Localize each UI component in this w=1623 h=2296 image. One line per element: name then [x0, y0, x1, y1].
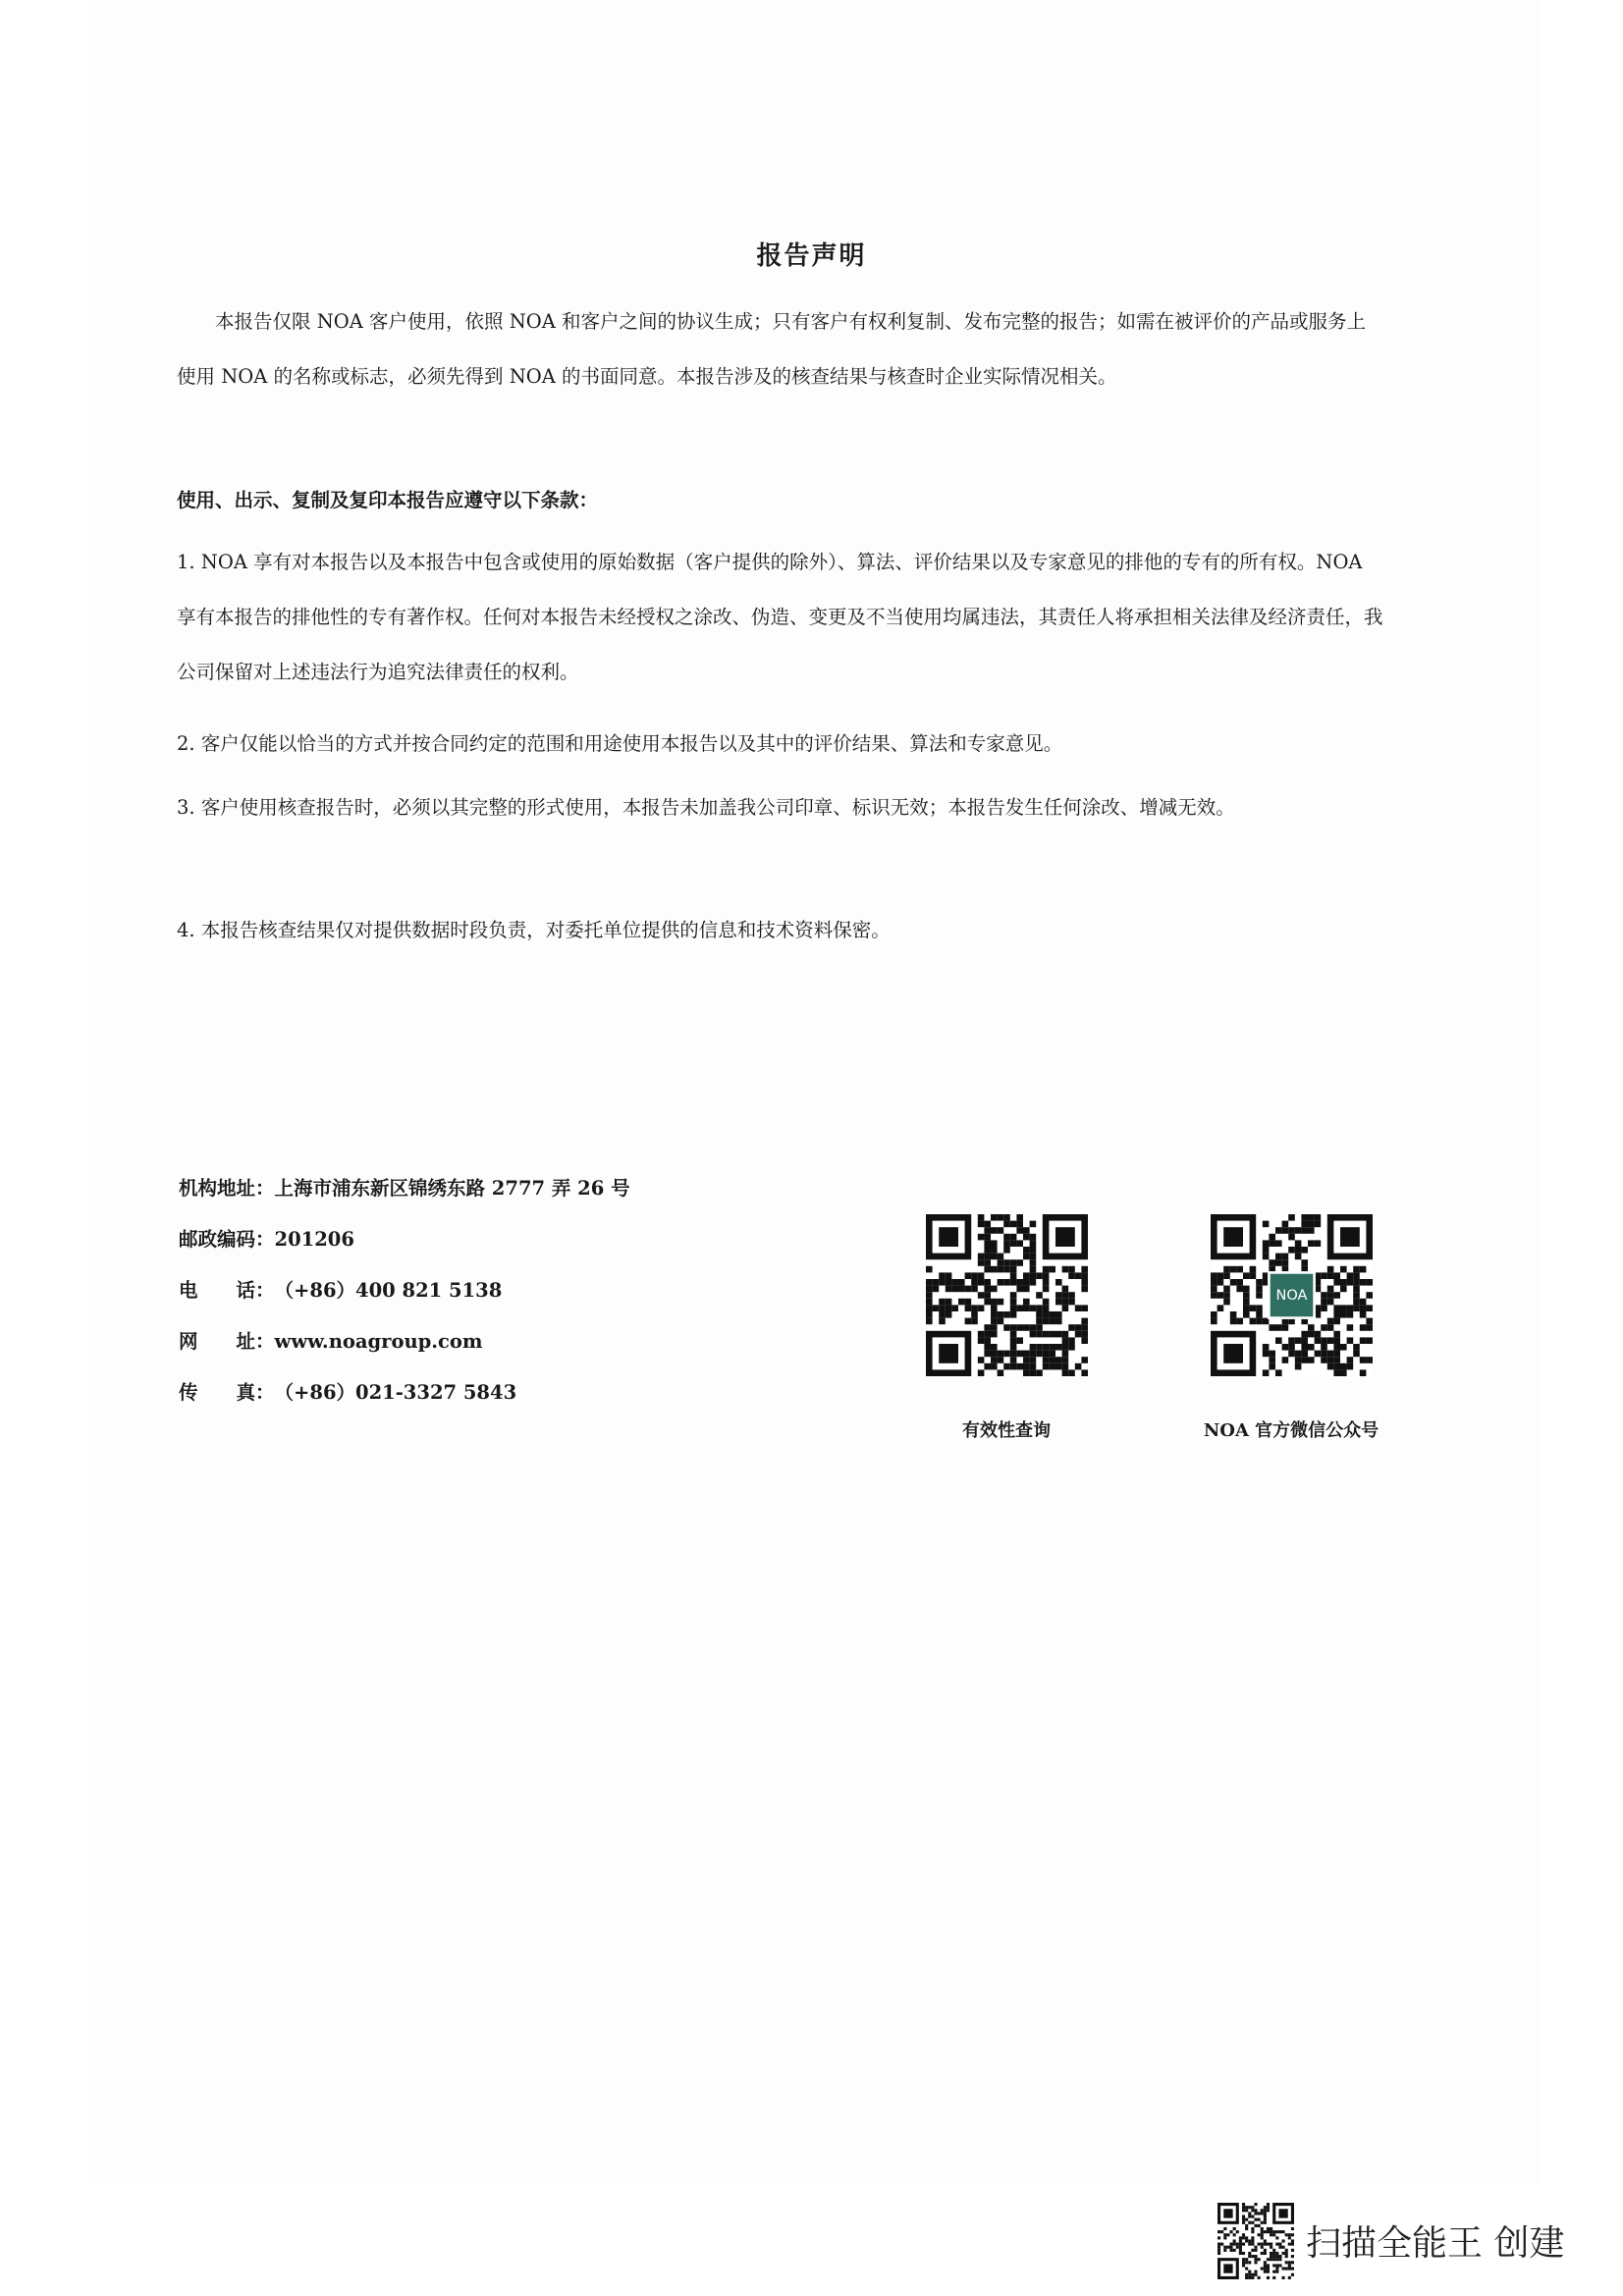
phone-label-a: 电: [179, 1279, 237, 1302]
watermark-text: 扫描全能王 创建: [1306, 2223, 1565, 2264]
web-label-b: 址：: [236, 1330, 275, 1353]
postcode-label: 邮政编码：: [179, 1228, 275, 1251]
clause-2: 2. 客户仅能以恰当的方式并按合同约定的范围和用途使用本报告以及其中的评价结果、算法和专家意见。: [177, 732, 1063, 755]
watermark-qr-icon: [1217, 2203, 1294, 2279]
fax-value: （+86）021-3327 5843: [274, 1381, 517, 1404]
fax-label-a: 传: [179, 1381, 237, 1404]
wechat-qr-caption: NOA 官方微信公众号: [1203, 1420, 1380, 1441]
wechat-qr-code: [1211, 1214, 1373, 1376]
validity-qr-caption: 有效性查询: [962, 1420, 1051, 1441]
postcode-value: 201206: [274, 1228, 354, 1251]
web-label-a: 网: [179, 1330, 237, 1353]
address-label: 机构地址：: [179, 1177, 275, 1200]
qr-code-icon: [1211, 1214, 1373, 1376]
scanner-watermark: [1217, 2199, 1564, 2282]
clause-3: 3. 客户使用核查报告时，必须以其完整的形式使用，本报告未加盖我公司印章、标识无效；本报告发生任何涂改、增减无效。: [177, 796, 1235, 819]
clause-4: 4. 本报告核查结果仅对提供数据时段负责，对委托单位提供的信息和技术资料保密。: [177, 919, 891, 941]
contact-address: [179, 1174, 630, 1203]
website-value: www.noagroup.com: [274, 1330, 483, 1353]
contact-website: [179, 1327, 483, 1357]
phone-value: （+86）400 821 5138: [274, 1279, 503, 1302]
contact-fax: [179, 1378, 516, 1408]
noa-logo-text: NOA: [1275, 1288, 1308, 1305]
address-value: 上海市浦东新区锦绣东路 2777 弄 26 号: [274, 1177, 630, 1200]
validity-qr-code: [926, 1214, 1088, 1376]
intro-paragraph: 本报告仅限 NOA 客户使用，依照 NOA 和客户之间的协议生成；只有客户有权利复制、发布完整的报告；如需在被评价的产品或服务上使用 NOA 的名称或标志，必须先得到 NOA 的书面同意。本报告涉及的核查结果与核查时企业实际情况相关。: [177, 310, 1367, 388]
contact-phone: [179, 1276, 502, 1306]
qr-code-icon: [926, 1214, 1088, 1376]
qr-code-icon: [1217, 2203, 1294, 2279]
phone-label-b: 话：: [236, 1279, 275, 1302]
page-title: 报告声明: [756, 241, 867, 271]
clause-1: 1. NOA 享有对本报告以及本报告中包含或使用的原始数据（客户提供的除外）、算法、评价结果以及专家意见的排他的专有的所有权。NOA 享有本报告的排他性的专有著作权。任何对本报告未经授权之涂改、伪造、变更及不当使用均属违法，其责任人将承担相关法律及经济责任，我公司保留对上述违法行为追究法律责任的权利。: [177, 551, 1383, 683]
contact-postcode: [179, 1225, 354, 1255]
fax-label-b: 真：: [236, 1381, 275, 1404]
terms-heading: 使用、出示、复制及复印本报告应遵守以下条款：: [177, 489, 599, 511]
